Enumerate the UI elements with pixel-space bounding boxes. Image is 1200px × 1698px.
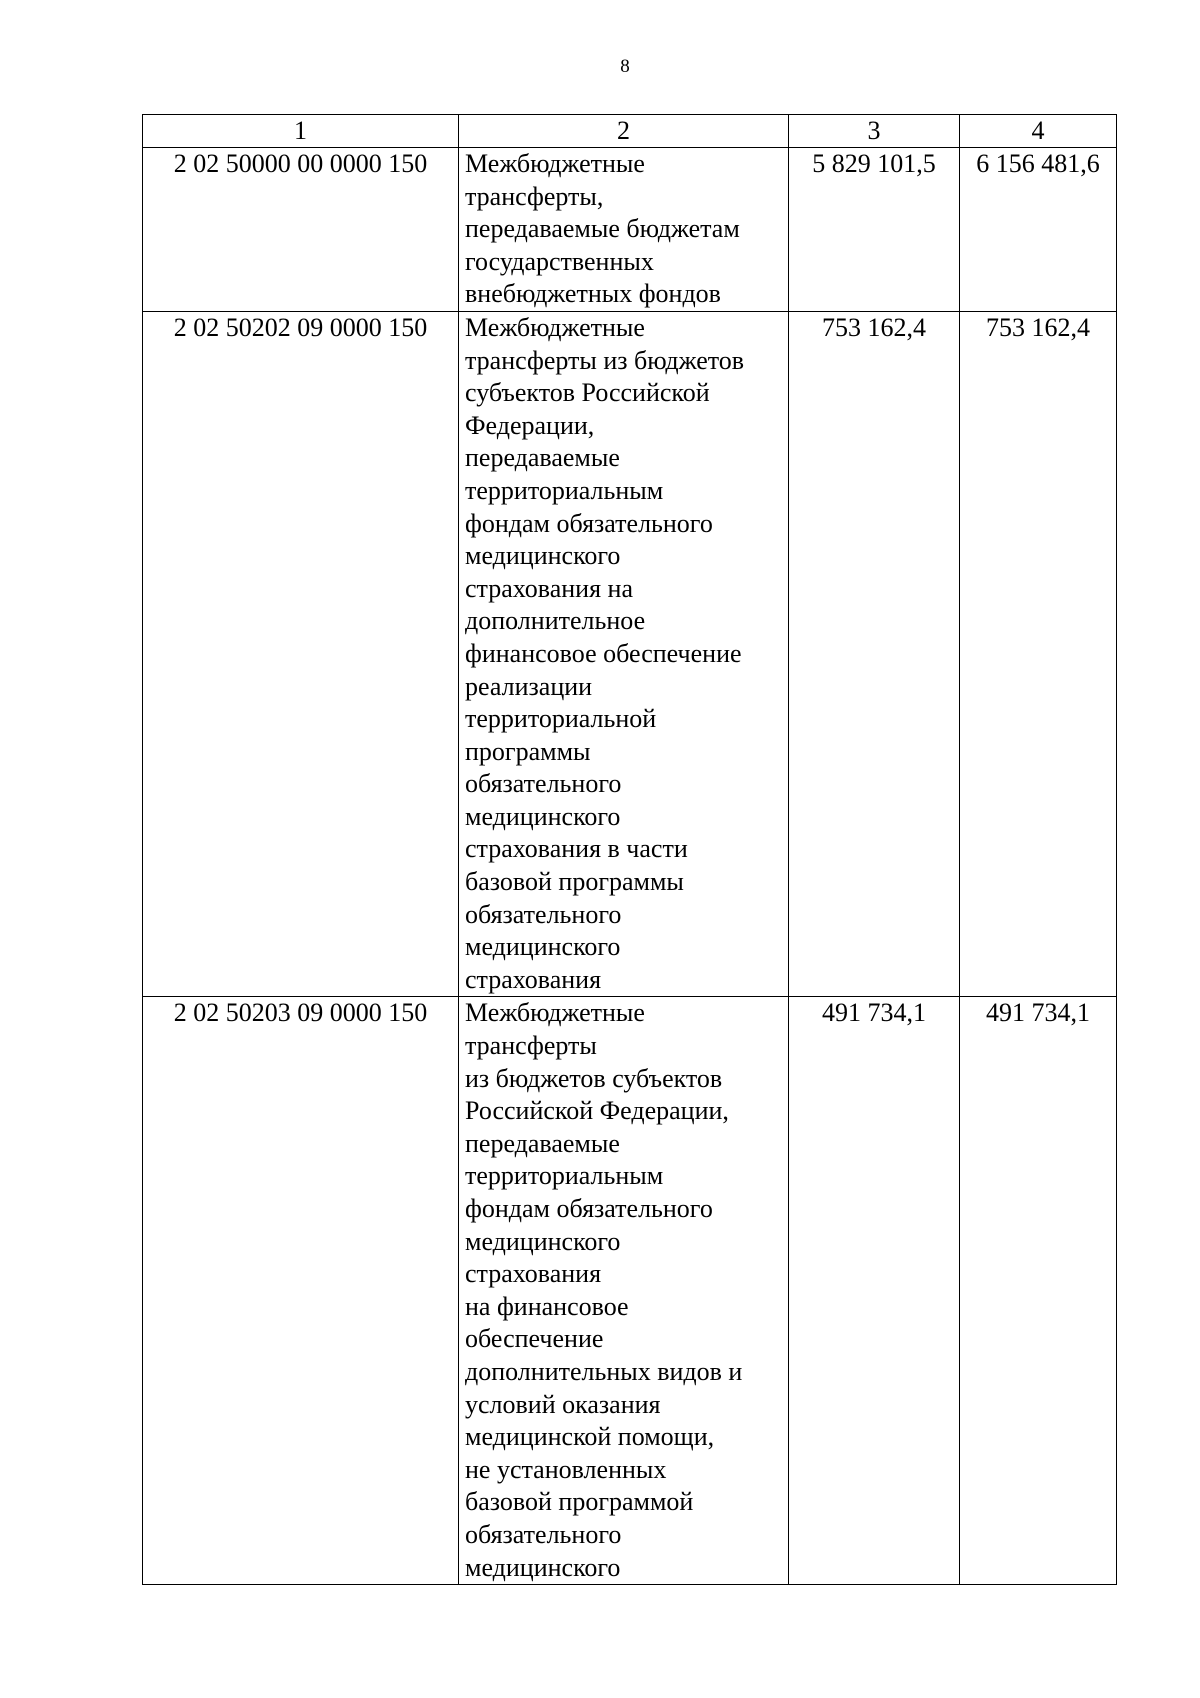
description-line: из бюджетов субъектов	[465, 1063, 723, 1093]
description-line: дополнительное	[465, 606, 646, 636]
description-line: страхования в части	[465, 834, 688, 864]
description-line: медицинского	[465, 1226, 621, 1256]
description-line: на финансовое	[465, 1291, 629, 1321]
description-line: передаваемые бюджетам	[465, 214, 740, 244]
description-line: передаваемые	[465, 443, 620, 473]
description-line: медицинского	[465, 541, 621, 571]
description-line: страхования	[465, 1259, 602, 1289]
description-cell	[459, 311, 789, 996]
amount-cell-col4: 491 734,1	[960, 997, 1117, 1585]
description-line: базовой программой	[465, 1487, 694, 1517]
table-body	[143, 148, 1117, 1585]
amount-cell-col4: 6 156 481,6	[960, 148, 1117, 312]
description-line: территориальной	[465, 704, 657, 734]
amount-cell-col3: 5 829 101,5	[789, 148, 960, 312]
amount-cell-col3: 491 734,1	[789, 997, 960, 1585]
page-number: 8	[620, 56, 630, 77]
description-line: Межбюджетные	[465, 998, 645, 1028]
budget-code-cell: 2 02 50000 00 0000 150	[143, 148, 459, 312]
description-line: Федерации,	[465, 410, 595, 440]
description-line: обязательного	[465, 899, 622, 929]
description-line: фондам обязательного	[465, 1194, 713, 1223]
description-line: обязательного	[465, 769, 622, 799]
description-line: страхования на	[465, 573, 633, 603]
description-line: медицинского	[465, 1552, 621, 1582]
description-cell	[459, 148, 789, 312]
budget-table	[142, 114, 1117, 1585]
column-header-4: 4	[960, 115, 1117, 148]
description-line: трансферты из бюджетов	[465, 345, 745, 375]
description-line: государственных	[465, 246, 654, 276]
budget-code-cell: 2 02 50203 09 0000 150	[143, 997, 459, 1585]
description-line: условий оказания	[465, 1389, 661, 1419]
description-line: программы	[465, 736, 591, 766]
description-line: субъектов Российской	[465, 378, 710, 408]
description-line: передаваемые	[465, 1128, 620, 1158]
description-line: финансовое обеспечение	[465, 638, 742, 668]
table-row	[143, 311, 1117, 996]
description-line: Межбюджетные	[465, 312, 645, 342]
budget-code-cell: 2 02 50202 09 0000 150	[143, 311, 459, 996]
table-row	[143, 997, 1117, 1585]
description-line: территориальным	[465, 475, 664, 505]
description-line: трансферты	[465, 1031, 597, 1061]
description-line: медицинской помощи,	[465, 1422, 715, 1452]
description-line: медицинского	[465, 801, 621, 831]
description-line: дополнительных видов и	[465, 1356, 743, 1386]
description-line: базовой программы	[465, 867, 684, 897]
description-line: обязательного	[465, 1519, 622, 1549]
amount-cell-col3: 753 162,4	[789, 311, 960, 996]
column-header-1: 1	[143, 115, 459, 148]
description-line: обеспечение	[465, 1324, 604, 1354]
table-header-row	[143, 115, 1117, 148]
description-line: внебюджетных фондов	[465, 279, 721, 309]
description-line: Российской Федерации,	[465, 1096, 729, 1126]
description-line: не установленных	[465, 1454, 667, 1484]
table-row	[143, 148, 1117, 312]
description-line: трансферты,	[465, 181, 604, 211]
description-line: Межбюджетные	[465, 149, 645, 178]
column-header-2: 2	[459, 115, 789, 148]
description-line: страхования	[465, 964, 602, 994]
description-line: реализации	[465, 671, 593, 701]
description-line: медицинского	[465, 932, 621, 962]
amount-cell-col4: 753 162,4	[960, 311, 1117, 996]
column-header-3: 3	[789, 115, 960, 148]
description-line: территориальным	[465, 1161, 664, 1191]
description-line: фондам обязательного	[465, 508, 713, 538]
description-cell	[459, 997, 789, 1585]
